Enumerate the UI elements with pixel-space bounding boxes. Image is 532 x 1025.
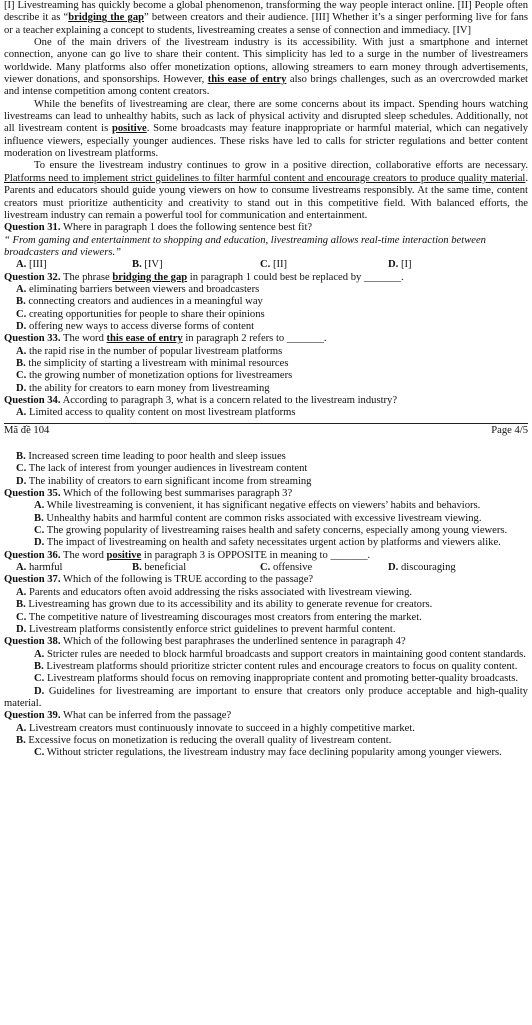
option-b[interactable]: B. Increased screen time leading to poor health and sleep issues <box>16 451 286 463</box>
option-b[interactable]: B. Excessive focus on monetization is reducing the overall quality of livestream content. <box>16 734 392 746</box>
option-b[interactable]: B. Livestreaming has grown due to its accessibility and its ability to generate revenue for creators. <box>16 599 433 611</box>
paragraph-3: While the benefits of livestreaming are clear, there are some concerns about its impact. Spending hours watching livestreams can lead to unhealthy habits, such as lack of physical activity and disrupted sleep schedules. Additionally, not all livestream content is positive. Some broadcasts may feature inappropriate or harmful material, which can negatively influence viewers, especially younger audiences. These risks have led to calls for stricter regulations and better content moderation on livestream platforms. <box>4 98 528 160</box>
paragraph-4: To ensure the livestream industry continues to grow in a positive direction, collaborative efforts are necessary. Platforms need to implement strict guidelines to filter harmful content and encourage creators to produce quality material. Parents and educators should guide young viewers on how to consume livestreams responsibly. At the same time, content creators must prioritize authenticity and creativity to stand out in this competitive field. With balanced efforts, the livestream industry can remain a powerful tool for communication and entertainment. <box>4 160 528 221</box>
underlined-sentence: Platforms need to implement strict guidelines to filter harmful content and encourage creators to produce quality material <box>4 172 526 184</box>
option-a[interactable]: A. Stricter rules are needed to block harmful broadcasts and support creators in maintaining good content standards. <box>34 648 526 660</box>
option-c[interactable]: C. The growing popularity of livestreaming raises health and safety concerns, especially among young viewers. <box>34 525 508 537</box>
phrase-ease-of-entry: this ease of entry <box>207 74 287 86</box>
option-c[interactable]: C. Without stricter regulations, the livestream industry may face declining popularity among younger viewers. <box>34 747 502 759</box>
option-b[interactable]: B. the simplicity of starting a livestream with minimal resources <box>16 357 289 369</box>
option-a[interactable]: A. eliminating barriers between viewers and broadcasters <box>16 283 260 295</box>
option-b[interactable]: B. connecting creators and audiences in a meaningful way <box>16 296 263 308</box>
option-a[interactable]: A. [III] <box>16 259 47 271</box>
question-31-quote: “ From gaming and entertainment to shopping and education, livestreaming allows real-time interaction between broadcasters and viewers.” <box>4 234 486 258</box>
exam-code: Mã đề 104 <box>4 424 50 436</box>
option-d[interactable]: D. Livestream platforms consistently enforce strict guidelines to prevent harmful content. <box>16 623 396 635</box>
option-c[interactable]: C. offensive <box>260 562 313 574</box>
option-c[interactable]: C. the growing number of monetization options for livestreamers <box>16 370 293 382</box>
option-c[interactable]: C. The competitive nature of livestreaming discourages most creators from entering the market. <box>16 611 422 623</box>
page-footer <box>4 423 528 451</box>
page-number: Page 4/5 <box>491 424 528 436</box>
word-positive: positive <box>111 123 147 135</box>
question-31-options <box>4 259 528 271</box>
option-c[interactable]: C. [II] <box>260 259 288 271</box>
option-c[interactable]: C. Livestream platforms should focus on removing inappropriate content and promoting better-quality broadcasts. <box>34 673 519 685</box>
exam-page <box>4 0 528 760</box>
option-d[interactable]: D. The inability of creators to earn significant income from streaming <box>16 475 312 487</box>
option-a[interactable]: A. harmful <box>16 562 63 574</box>
option-d[interactable]: D. discouraging <box>388 562 456 574</box>
option-b[interactable]: B. [IV] <box>132 259 163 271</box>
option-b[interactable]: B. Livestream platforms should prioritize stricter content rules and encourage creators to focus on quality content. <box>34 660 518 672</box>
option-d[interactable]: D. The impact of livestreaming on health and safety necessitates urgent action by platforms and viewers alike. <box>34 537 501 549</box>
option-b[interactable]: B. Unhealthy habits and harmful content are common risks associated with excessive livestream viewing. <box>34 512 482 524</box>
option-a[interactable]: A. Limited access to quality content on most livestream platforms <box>16 407 296 419</box>
option-a[interactable]: A. the rapid rise in the number of popular livestream platforms <box>16 345 283 357</box>
option-a[interactable]: A. Livestream creators must continuously innovate to succeed in a highly competitive market. <box>16 722 415 734</box>
option-c[interactable]: C. The lack of interest from younger audiences in livestream content <box>16 463 308 475</box>
question-34-continued <box>4 451 528 488</box>
phrase-bridging-the-gap: bridging the gap <box>68 12 145 24</box>
option-c[interactable]: C. creating opportunities for people to share their opinions <box>16 308 265 320</box>
paragraph-2: One of the main drivers of the livestream industry is its accessibility. With just a smartphone and internet connection, anyone can go live to share their content. This simplicity has led to a surge in the number of livestreamers worldwide. Many platforms also offer monetization options, allowing streamers to earn money through advertisements, viewer donations, and sponsorships. However, this ease of entry also brings challenges, such as an overcrowded market and intense competition among content creators. <box>4 37 528 98</box>
option-a[interactable]: A. Parents and educators often avoid addressing the risks associated with livestream viewing. <box>16 586 413 598</box>
question-35: Question 35. Which of the following best summarises paragraph 3? A. While livestreaming is convenient, it has significant negative effects on viewers’ habits and behaviors. B. Unhealthy habits and harmful content are common risks associated with excessive livestream viewing. C. The growing popularity of livestreaming raises health and safety concerns, especially among young viewers. D. The impact of livestreaming on health and safety necessitates urgent action by platforms and viewers alike. <box>4 488 528 550</box>
question-37: Question 37. Which of the following is TRUE according to the passage? A. Parents and educators often avoid addressing the risks associated with livestream viewing. B. Livestreaming has grown due to its accessibility and its ability to generate revenue for creators. C. The competitive nature of livestreaming discourages most creators from entering the market. D. Livestream platforms consistently enforce strict guidelines to prevent harmful content. <box>4 574 528 636</box>
question-36: Question 36. The word positive in paragraph 3 is OPPOSITE in meaning to _______. A. harmful B. beneficial C. offensive D. discouraging <box>4 550 528 575</box>
paragraph-1: [I] Livestreaming has quickly become a global phenomenon, transforming the way people interact online. [II] People often describe it as “bridging the gap” between creators and their audience. [III] Whether it’s a singer performing live for fans or a teacher explaining a concept to students, livestreaming creates a sense of connection and immediacy. [IV] <box>4 0 528 36</box>
option-a[interactable]: A. While livestreaming is convenient, it has significant negative effects on viewers’ habits and behaviors. <box>34 500 481 512</box>
option-d[interactable]: D. [I] <box>388 259 412 271</box>
question-36-options <box>4 562 528 574</box>
question-31: Question 31. Where in paragraph 1 does the following sentence best fit? “ From gaming and entertainment to shopping and education, livestreaming allows real-time interaction between broadcasters and viewers.” A. [III] B. [IV] C. [II] D. [I] <box>4 222 528 271</box>
option-d[interactable]: D. offering new ways to access diverse forms of content <box>16 320 255 332</box>
question-32: Question 32. The phrase bridging the gap in paragraph 1 could best be replaced by _______. A. eliminating barriers between viewers and broadcasters B. connecting creators and audiences in a meaningful way C. creating opportunities for people to share their opinions D. offering new ways to access diverse forms of content <box>4 272 528 334</box>
question-38: Question 38. Which of the following best paraphrases the underlined sentence in paragraph 4? A. Stricter rules are needed to block harmful broadcasts and support creators in maintaining good content standards. B. Livestream platforms should prioritize stricter content rules and encourage creators to focus on quality content. C. Livestream platforms should focus on removing inappropriate content and promoting better-quality broadcasts. D. Guidelines for livestreaming are important to ensure that creators only produce acceptable and high-quality material. <box>4 636 528 709</box>
option-d[interactable]: D. the ability for creators to earn money from livestreaming <box>16 382 270 394</box>
question-39: Question 39. What can be inferred from the passage? A. Livestream creators must continuously innovate to succeed in a highly competitive market. B. Excessive focus on monetization is reducing the overall quality of livestream content. C. Without stricter regulations, the livestream industry may face declining popularity among younger viewers. <box>4 710 528 759</box>
option-b[interactable]: B. beneficial <box>132 562 187 574</box>
option-d[interactable]: D. Guidelines for livestreaming are important to ensure that creators only produce acceptable and high-quality material. <box>4 685 528 709</box>
question-34: Question 34. According to paragraph 3, what is a concern related to the livestream industry? A. Limited access to quality content on most livestream platforms <box>4 395 528 420</box>
question-33: Question 33. The word this ease of entry in paragraph 2 refers to _______. A. the rapid rise in the number of popular livestream platforms B. the simplicity of starting a livestream with minimal resources C. the growing number of monetization options for livestreamers D. the ability for creators to earn money from livestreaming <box>4 333 528 395</box>
